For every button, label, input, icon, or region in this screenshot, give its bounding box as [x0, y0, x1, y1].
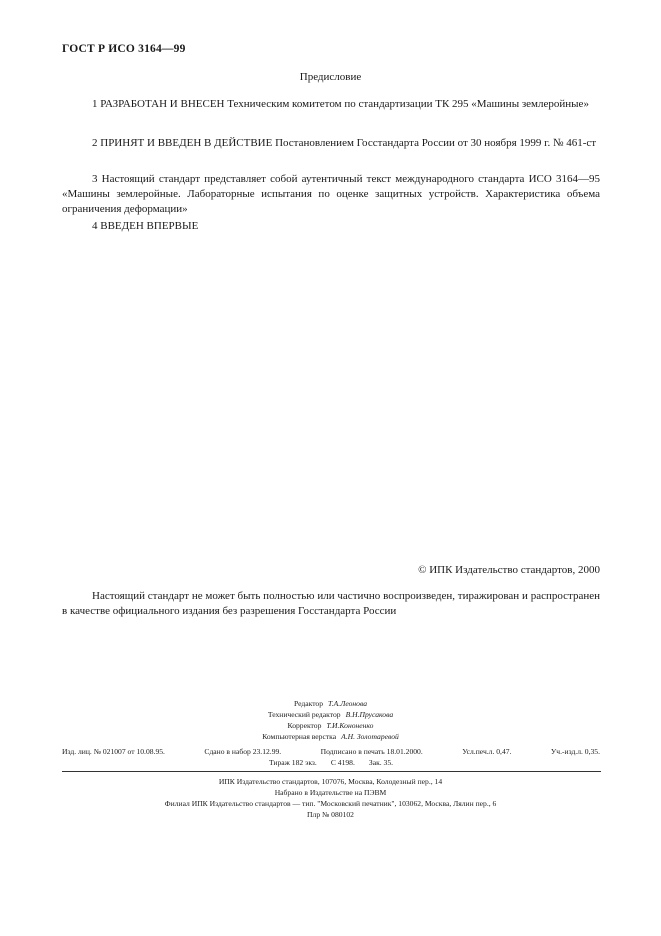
imprint-code: С 4198.	[330, 758, 355, 767]
typeset-note: Набрано в Издательстве на ПЭВМ	[274, 788, 387, 797]
credit-proofreader	[0, 720, 661, 731]
publisher-address: ИПК Издательство стандартов, 107076, Москва, Колодезный пер., 14	[218, 777, 443, 786]
imprint-license: Изд. лиц. № 021007 от 10.08.95.	[62, 747, 165, 756]
imprint-line	[62, 747, 600, 756]
preface-title: Предисловие	[299, 71, 362, 83]
credit-editor	[0, 698, 661, 709]
preface-paragraph-3: 3 Настоящий стандарт представляет собой аутентичный текст международного стандарта ИСО 3164—95 «Машины землеройные. Лабораторные испытания по оценке защитных устройств. Характеристика объема ограничения деформации»	[62, 173, 600, 215]
preface-paragraph-4: 4 ВВЕДЕН ВПЕРВЫЕ	[92, 220, 199, 232]
imprint-circulation: Тираж 182 экз.	[268, 758, 317, 767]
license-number: Плр № 080102	[307, 810, 354, 819]
credit-role: Корректор	[287, 721, 322, 730]
credit-name: Т.А.Леонова	[328, 699, 368, 708]
publisher-address-block	[0, 776, 661, 820]
credit-role: Компьютерная верстка	[262, 732, 337, 741]
preface-paragraph-2: 2 ПРИНЯТ И ВВЕДЕН В ДЕЙСТВИЕ Постановлением Госстандарта России от 30 ноября 1999 г. № 461-ст	[92, 137, 597, 149]
imprint-typeset-date: Сдано в набор 23.12.99.	[204, 747, 282, 756]
preface-paragraph-1: 1 РАЗРАБОТАН И ВНЕСЕН Техническим комитетом по стандартизации ТК 295 «Машины землеройные»	[92, 98, 589, 110]
credit-role: Технический редактор	[267, 710, 341, 719]
divider-rule	[62, 771, 601, 772]
copyright-line: © ИПК Издательство стандартов, 2000	[418, 564, 600, 576]
editorial-credits	[0, 698, 661, 742]
credit-name: Т.И.Кононенко	[326, 721, 374, 730]
credit-technical-editor	[0, 709, 661, 720]
document-header: ГОСТ Р ИСО 3164—99	[62, 43, 186, 55]
imprint-print-sheets: Усл.печ.л. 0,47.	[462, 747, 512, 756]
printer-address: Филиал ИПК Издательство стандартов — тип. "Московский печатник", 103062, Москва, Лялин пер., 6	[164, 799, 497, 808]
credit-name: А.Н. Золотаревой	[341, 732, 399, 741]
imprint-publisher-sheets: Уч.-изд.л. 0,35.	[550, 747, 600, 756]
imprint-order: Зак. 35.	[368, 758, 394, 767]
credit-role: Редактор	[293, 699, 324, 708]
imprint-print-date: Подписано в печать 18.01.2000.	[320, 747, 423, 756]
imprint-line-2	[62, 758, 600, 767]
credit-name: В.Н.Прусакова	[345, 710, 394, 719]
credit-layout	[0, 731, 661, 742]
reproduction-notice: Настоящий стандарт не может быть полностью или частично воспроизведен, тиражирован и распространен в качестве официального издания без разрешения Госстандарта России	[62, 590, 600, 617]
